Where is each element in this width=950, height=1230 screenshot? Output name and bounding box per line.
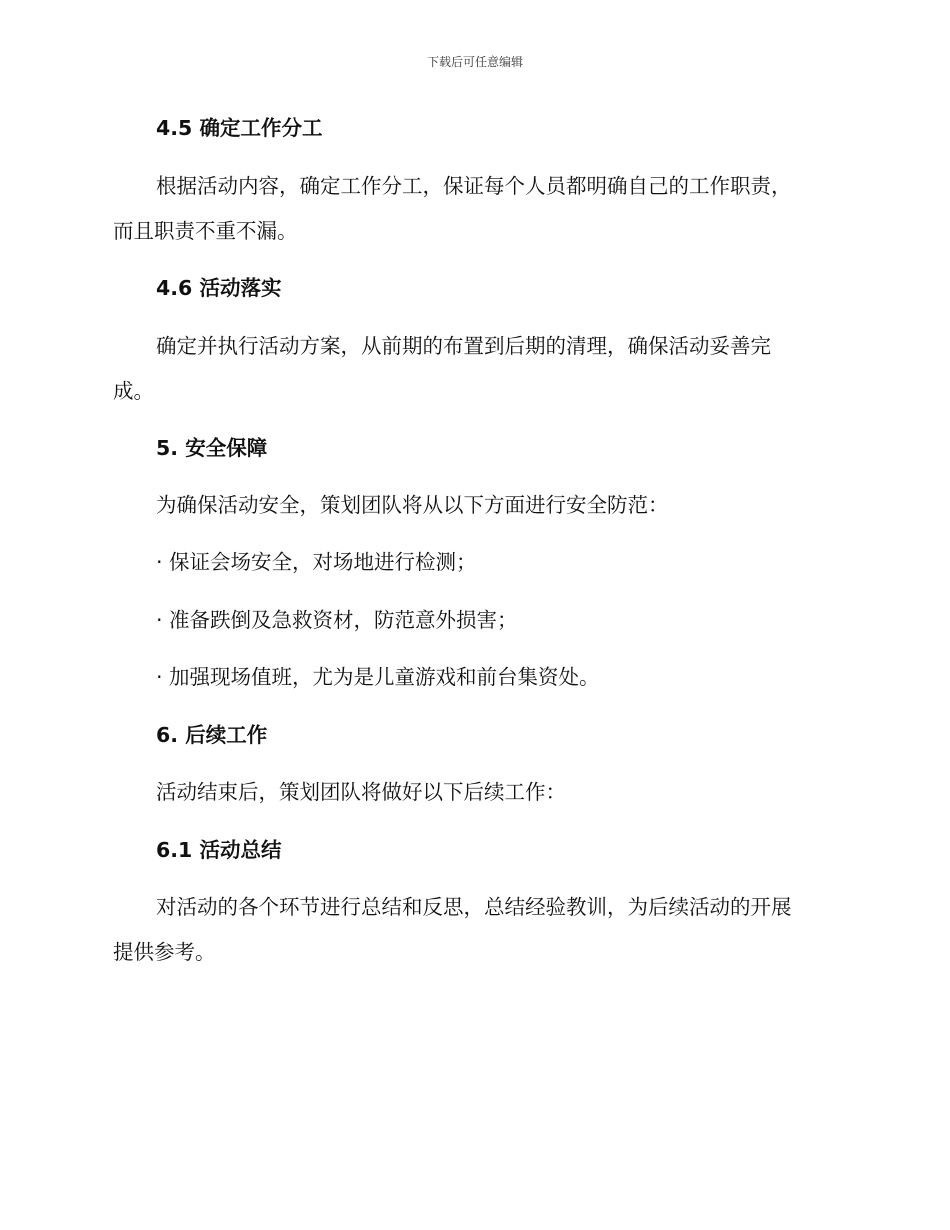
- section-heading-6: 6. 后续工作: [156, 723, 268, 747]
- section-heading-6-1: 6.1 活动总结: [156, 838, 282, 862]
- list-item: · 保证会场安全，对场地进行检测；: [156, 550, 477, 574]
- section-heading-4-6: 4.6 活动落实: [156, 276, 282, 300]
- paragraph-line: 活动结束后，策划团队将做好以下后续工作：: [156, 780, 566, 804]
- header-note: 下载后可任意编辑: [426, 55, 523, 69]
- paragraph-line: 确定并执行活动方案，从前期的布置到后期的清理，确保活动妥善完: [156, 334, 771, 358]
- paragraph-line: 提供参考。: [113, 940, 216, 964]
- list-item: · 加强现场值班，尤为是儿童游戏和前台集资处。: [156, 665, 600, 689]
- paragraph-line: 根据活动内容，确定工作分工，保证每个人员都明确自己的工作职责，: [156, 174, 792, 198]
- paragraph-line: 而且职责不重不漏。: [113, 219, 298, 243]
- list-item: · 准备跌倒及急救资材，防范意外损害；: [156, 608, 518, 632]
- section-heading-4-5: 4.5 确定工作分工: [156, 116, 323, 140]
- paragraph-line: 为确保活动安全，策划团队将从以下方面进行安全防范：: [156, 493, 669, 517]
- paragraph-line: 对活动的各个环节进行总结和反思，总结经验教训，为后续活动的开展: [156, 895, 792, 919]
- section-heading-5: 5. 安全保障: [156, 436, 268, 460]
- paragraph-line: 成。: [113, 379, 154, 403]
